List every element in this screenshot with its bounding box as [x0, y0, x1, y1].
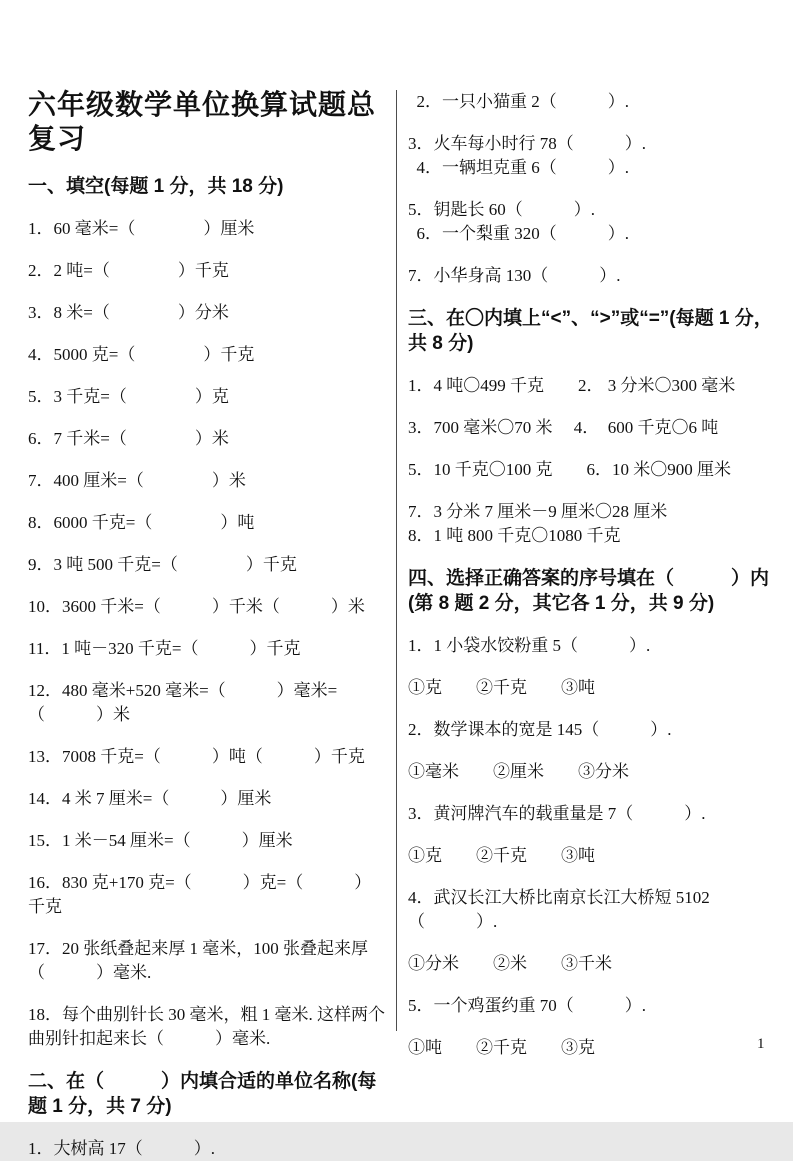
question-line: 10．3600 千米=（ ）千米（ ）米: [28, 597, 365, 616]
question-line: 6．一个梨重 320（ ）.: [408, 224, 629, 243]
question-block: [28, 1137, 388, 1161]
left-column: [28, 88, 388, 1161]
question-line: 9．3 吨 500 千克=（ ）千克: [28, 555, 297, 574]
question-line: 7．400 厘米=（ ）米: [28, 471, 246, 490]
question-line: 3．8 米=（ ）分米: [28, 303, 229, 322]
choice-options-line: ①分米 ②米 ③千米: [408, 954, 612, 973]
question-block: [28, 829, 388, 853]
question-block: [408, 264, 774, 288]
left-column-content: [28, 174, 388, 1161]
question-block: [28, 343, 388, 367]
right-column: [408, 90, 774, 1060]
question-block: [408, 994, 774, 1018]
question-block: [28, 679, 388, 727]
section-header: [408, 306, 774, 356]
question-line: 15．1 米－54 厘米=（ ）厘米: [28, 831, 293, 850]
question-block: [408, 952, 774, 976]
question-block: [28, 469, 388, 493]
question-block: [28, 1003, 388, 1051]
question-block: [408, 374, 774, 398]
question-line: 6．7 千米=（ ）米: [28, 429, 229, 448]
question-block: [28, 217, 388, 241]
question-block: [28, 427, 388, 451]
section-header-text: 一、填空(每题 1 分，共 18 分): [28, 176, 284, 197]
question-line: 13．7008 千克=（ ）吨（ ）千克: [28, 747, 365, 766]
question-line: 1．1 小袋水饺粉重 5（ ）.: [408, 636, 651, 655]
question-block: [408, 802, 774, 826]
question-block: [28, 553, 388, 577]
question-line: 5．一个鸡蛋约重 70（ ）.: [408, 996, 646, 1015]
question-block: [28, 745, 388, 769]
question-line: 1．大树高 17（ ）.: [28, 1139, 215, 1158]
question-line: 16．830 克+170 克=（ ）克=（ ）千克: [28, 873, 372, 916]
question-line: 1．60 毫米=（ ）厘米: [28, 219, 255, 238]
question-block: [408, 718, 774, 742]
question-block: [408, 634, 774, 658]
question-block: [408, 500, 774, 548]
section-header: [28, 174, 388, 199]
question-line: 3．火车每小时行 78（ ）.: [408, 134, 646, 153]
page-number: 1: [757, 1036, 765, 1052]
question-line: 8．6000 千克=（ ）吨: [28, 513, 255, 532]
question-block: [408, 676, 774, 700]
question-line: 14．4 米 7 厘米=（ ）厘米: [28, 789, 272, 808]
question-line: 1．4 吨〇499 千克 2． 3 分米〇300 毫米: [408, 376, 736, 395]
question-block: [28, 637, 388, 661]
right-column-content: [408, 90, 774, 1060]
question-block: [408, 886, 774, 934]
question-line: 7．3 分米 7 厘米－9 厘米〇28 厘米: [408, 502, 668, 521]
question-line: 17．20 张纸叠起来厚 1 毫米，100 张叠起来厚（ ）毫米.: [28, 939, 368, 982]
question-line: 5．钥匙长 60（ ）.: [408, 200, 595, 219]
question-line: 18．每个曲别针长 30 毫米，粗 1 毫米. 这样两个曲别针扣起来长（ ）毫米.: [28, 1005, 385, 1048]
page-title: 六年级数学单位换算试题总复习: [28, 89, 377, 154]
question-line: 2．2 吨=（ ）千克: [28, 261, 229, 280]
question-block: [408, 1036, 774, 1060]
question-block: [28, 871, 388, 919]
choice-options-line: ①克 ②千克 ③吨: [408, 846, 595, 865]
question-line: 4．5000 克=（ ）千克: [28, 345, 255, 364]
section-header: [408, 566, 774, 616]
question-line: 11．1 吨－320 千克=（ ）千克: [28, 639, 301, 658]
question-line: 4．武汉长江大桥比南京长江大桥短 5102（ ）.: [408, 888, 710, 931]
question-line: 3．700 毫米〇70 米 4． 600 千克〇6 吨: [408, 418, 719, 437]
question-line: 5．3 千克=（ ）克: [28, 387, 229, 406]
choice-options-line: ①吨 ②千克 ③克: [408, 1038, 595, 1057]
question-block: [408, 458, 774, 482]
question-line: 5．10 千克〇100 克 6．10 米〇900 厘米: [408, 460, 731, 479]
question-line: 7．小华身高 130（ ）.: [408, 266, 621, 285]
question-block: [28, 787, 388, 811]
question-line: 2．数学课本的宽是 145（ ）.: [408, 720, 672, 739]
question-block: [408, 132, 774, 180]
question-line: 3．黄河牌汽车的载重量是 7（ ）.: [408, 804, 706, 823]
question-line: 2．一只小猫重 2（ ）.: [408, 92, 629, 111]
question-block: [408, 416, 774, 440]
question-block: [28, 259, 388, 283]
section-header-text: 二、在（ ）内填合适的单位名称(每题 1 分，共 7 分): [28, 1071, 377, 1117]
column-divider-line: [396, 90, 397, 1031]
question-block: [28, 595, 388, 619]
question-block: [28, 301, 388, 325]
question-block: [408, 198, 774, 246]
section-header-text: 三、在〇内填上“<”、“>”或“=”(每题 1 分，共 8 分): [408, 308, 773, 354]
question-line: 4．一辆坦克重 6（ ）.: [408, 158, 629, 177]
question-block: [28, 385, 388, 409]
question-line: 8．1 吨 800 千克〇1080 千克: [408, 526, 621, 545]
question-block: [28, 511, 388, 535]
choice-options-line: ①毫米 ②厘米 ③分米: [408, 762, 629, 781]
question-block: [408, 844, 774, 868]
section-header-text: 四、选择正确答案的序号填在（ ）内(第 8 题 2 分，其它各 1 分，共 9 分): [408, 568, 770, 614]
question-line: 12．480 毫米+520 毫米=（ ）毫米=（ ）米: [28, 681, 338, 724]
question-block: [408, 90, 774, 114]
section-header: [28, 1069, 388, 1119]
question-block: [408, 760, 774, 784]
choice-options-line: ①克 ②千克 ③吨: [408, 678, 595, 697]
question-block: [28, 937, 388, 985]
